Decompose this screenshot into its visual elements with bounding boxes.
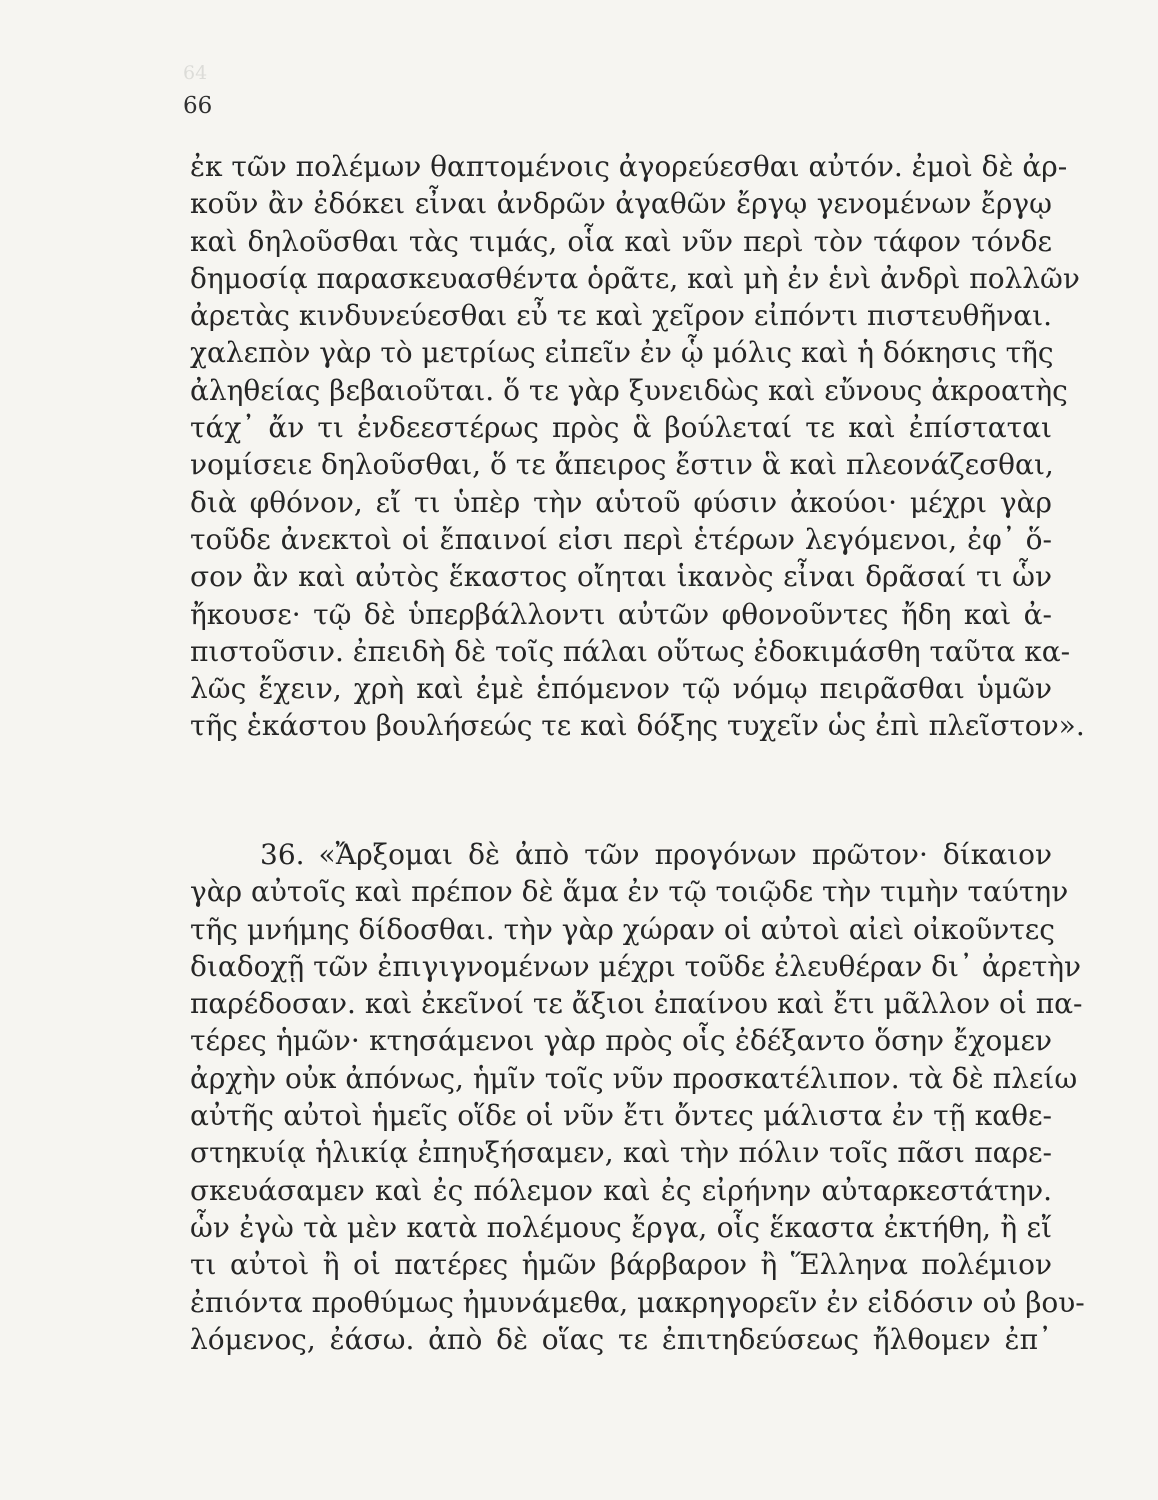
text-line: στηκυίᾳ ἡλικίᾳ ἐπηυξήσαμεν, καὶ τὴν πόλιν τοῖς πᾶσι παρε- bbox=[190, 1136, 1052, 1170]
text-line: τοῦδε ἀνεκτοὶ οἱ ἔπαινοί εἰσι περὶ ἑτέρων λεγόμενοι, ἐφ᾽ ὅ- bbox=[190, 522, 1052, 556]
section-number: 36. bbox=[260, 838, 305, 871]
text-line: δημοσίᾳ παρασκευασθέντα ὁρᾶτε, καὶ μὴ ἐν ἑνὶ ἀνδρὶ πολλῶν bbox=[190, 261, 1080, 295]
text-line: ἐκ τῶν πολέμων θαπτομένοις ἀγορεύεσθαι αὐτόν. ἐμοὶ δὲ ἀρ- bbox=[190, 150, 1068, 183]
text-line: σκευάσαμεν καὶ ἐς πόλεμον καὶ ἐς εἰρήνην αὐταρκεστάτην. bbox=[190, 1173, 1052, 1207]
bleed-through-page-number: 64 bbox=[183, 62, 208, 84]
text-line: ὧν ἐγὼ τὰ μὲν κατὰ πολέμους ἔργα, οἷς ἕκαστα ἐκτήθη, ἢ εἴ bbox=[190, 1210, 1052, 1244]
text-line: τι αὐτοὶ ἢ οἱ πατέρες ἡμῶν βάρβαρον ἢ Ἕλληνα πολέμιον bbox=[190, 1248, 1052, 1282]
section-36-paragraph bbox=[190, 836, 1085, 1358]
text-line: ἀρετὰς κινδυνεύεσθαι εὖ τε καὶ χεῖρον εἰπόντι πιστευθῆναι. bbox=[190, 299, 1052, 333]
text-line: κοῦν ἂν ἐδόκει εἶναι ἀνδρῶν ἀγαθῶν ἔργῳ γενομένων ἔργῳ bbox=[190, 187, 1052, 221]
text-line: αὐτῆς αὐτοὶ ἡμεῖς οἵδε οἱ νῦν ἔτι ὄντες μάλιστα ἐν τῇ καθε- bbox=[190, 1099, 1052, 1133]
text-line: τῆς ἑκάστου βουλήσεώς τε καὶ δόξης τυχεῖν ὡς ἐπὶ πλεῖστον». bbox=[190, 709, 1085, 743]
text-line: χαλεπὸν γὰρ τὸ μετρίως εἰπεῖν ἐν ᾧ μόλις καὶ ἡ δόκησις τῆς bbox=[190, 336, 1054, 370]
text-line: πιστοῦσιν. ἐπειδὴ δὲ τοῖς πάλαι οὕτως ἐδοκιμάσθη ταῦτα κα- bbox=[190, 634, 1071, 668]
text-line: διαδοχῇ τῶν ἐπιγιγνομένων μέχρι τοῦδε ἐλευθέραν δι᾽ ἀρετὴν bbox=[190, 949, 1082, 983]
text-line: τέρες ἡμῶν· κτησάμενοι γὰρ πρὸς οἷς ἐδέξαντο ὅσην ἔχομεν bbox=[190, 1024, 1052, 1058]
text-line: λόμενος, ἐάσω. ἀπὸ δὲ οἵας τε ἐπιτηδεύσεως ἤλθομεν ἐπ᾽ bbox=[190, 1322, 1052, 1356]
text-line: ἀρχὴν οὐκ ἀπόνως, ἡμῖν τοῖς νῦν προσκατέλιπον. τὰ δὲ πλείω bbox=[190, 1061, 1078, 1095]
text-line: ἀληθείας βεβαιοῦται. ὅ τε γὰρ ξυνειδὼς καὶ εὔνους ἀκροατὴς bbox=[190, 373, 1068, 407]
text-line: ἐπιόντα προθύμως ἠμυνάμεθα, μακρηγορεῖν ἐν εἰδόσιν οὐ βου- bbox=[190, 1285, 1085, 1319]
text-line: καὶ δηλοῦσθαι τὰς τιμάς, οἷα καὶ νῦν περὶ τὸν τάφον τόνδε bbox=[190, 224, 1052, 258]
text-line: σον ἂν καὶ αὐτὸς ἕκαστος οἴηται ἱκανὸς εἶναι δρᾶσαί τι ὧν bbox=[190, 560, 1052, 594]
text-line: νομίσειε δηλοῦσθαι, ὅ τε ἄπειρος ἔστιν ἃ καὶ πλεονάζεσθαι, bbox=[190, 448, 1054, 482]
text-line: παρέδοσαν. καὶ ἐκεῖνοί τε ἄξιοι ἐπαίνου καὶ ἔτι μᾶλλον οἱ πα- bbox=[190, 987, 1083, 1021]
text-line: λῶς ἔχειν, χρὴ καὶ ἐμὲ ἑπόμενον τῷ νόμῳ πειρᾶσθαι ὑμῶν bbox=[190, 672, 1052, 706]
paragraph-continuation bbox=[190, 148, 1085, 745]
text-line: ἤκουσε· τῷ δὲ ὑπερβάλλοντι αὐτῶν φθονοῦντες ἤδη καὶ ἀ- bbox=[190, 597, 1052, 631]
text-line: διὰ φθόνον, εἴ τι ὑπὲρ τὴν αὑτοῦ φύσιν ἀκούοι· μέχρι γὰρ bbox=[190, 485, 1052, 519]
page-number: 66 bbox=[183, 93, 213, 119]
text-line: γὰρ αὐτοῖς καὶ πρέπον δὲ ἅμα ἐν τῷ τοιῷδε τὴν τιμὴν ταύτην bbox=[190, 875, 1069, 909]
text-line: τάχ᾽ ἄν τι ἐνδεεστέρως πρὸς ἃ βούλεταί τε καὶ ἐπίσταται bbox=[190, 411, 1052, 445]
section-first-line bbox=[190, 836, 1052, 873]
text-line: τῆς μνήμης δίδοσθαι. τὴν γὰρ χώραν οἱ αὐτοὶ αἰεὶ οἰκοῦντες bbox=[190, 912, 1055, 946]
section-first-line-text: «Ἄρξομαι δὲ ἀπὸ τῶν προγόνων πρῶτον· δίκαιον bbox=[318, 838, 1052, 871]
